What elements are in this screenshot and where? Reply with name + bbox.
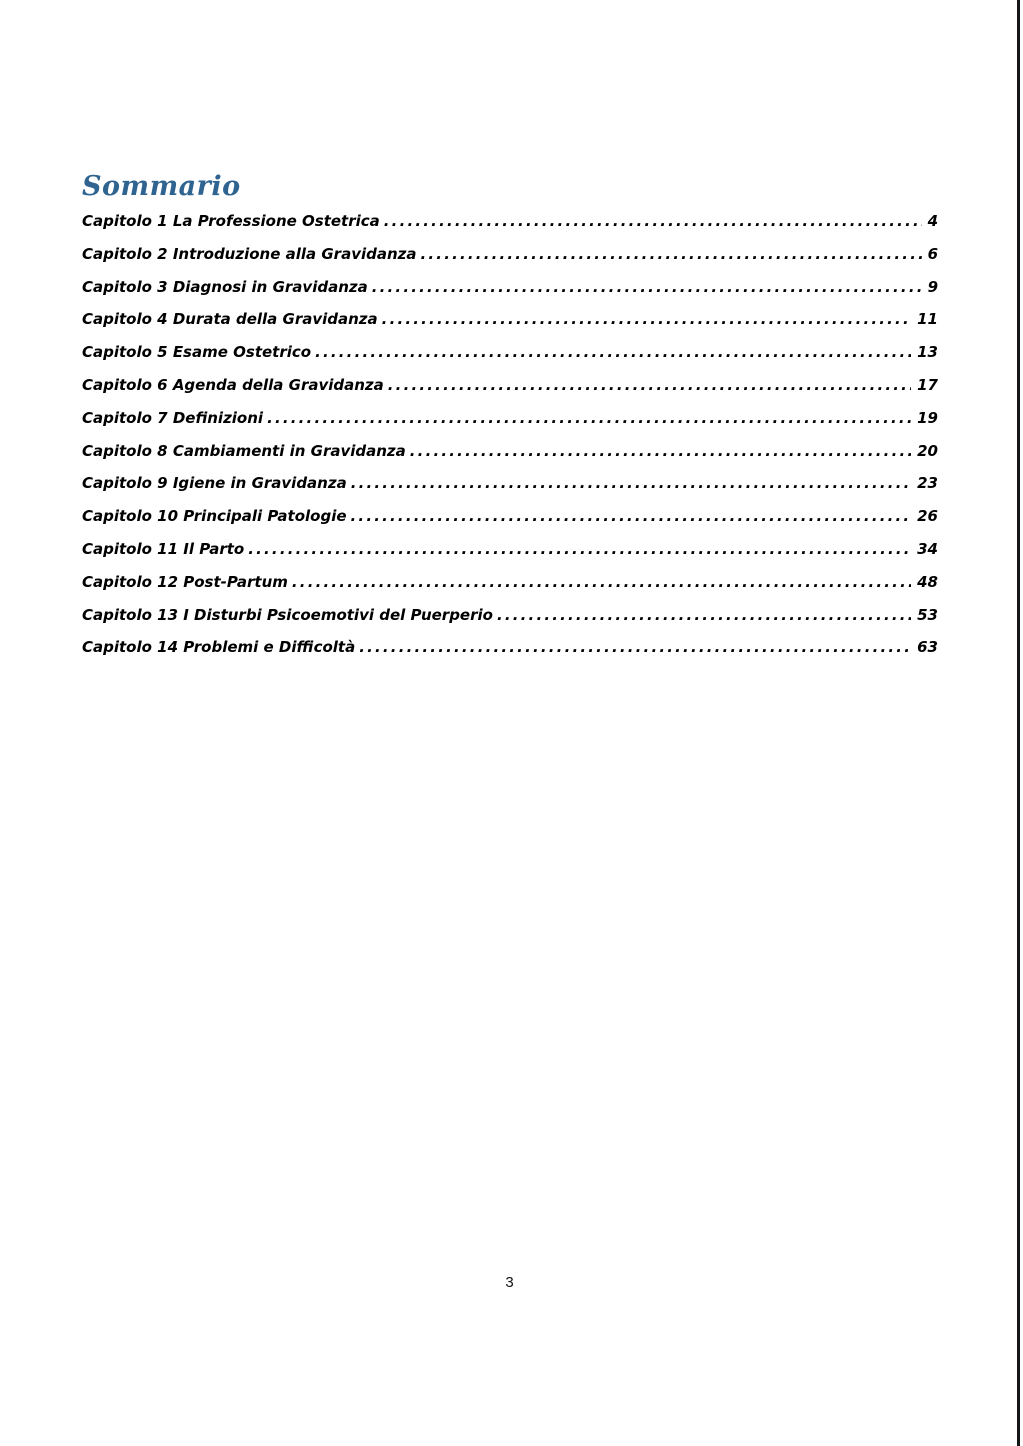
toc-leader-dots: [497, 606, 911, 624]
toc-entry-title: Capitolo 11 Il Parto: [82, 539, 245, 558]
toc-entry[interactable]: [82, 606, 938, 639]
page-right-border: [1017, 0, 1020, 1446]
toc-entry[interactable]: [82, 245, 938, 278]
toc-entry-page: 4: [927, 212, 938, 230]
toc-entry-title: Capitolo 5 Esame Ostetrico: [82, 343, 312, 362]
toc-entry-title: Capitolo 1 La Professione Ostetrica: [82, 212, 380, 230]
toc-entry-page: 34: [917, 539, 938, 558]
toc-leader-dots: [372, 278, 922, 296]
toc-leader-dots: [267, 409, 911, 427]
footer-page-number: 3: [505, 1274, 514, 1291]
toc-entry-page: 63: [917, 638, 938, 657]
toc-entry-page: 13: [917, 343, 938, 362]
toc-entry-page: 9: [927, 277, 938, 296]
toc-entry-page: 19: [917, 408, 938, 427]
toc-leader-dots: [359, 638, 911, 656]
page-title: Sommario: [82, 171, 241, 202]
toc-leader-dots: [410, 442, 911, 460]
toc-entry-page: 26: [917, 507, 938, 526]
toc-entry-title: Capitolo 12 Post-Partum: [82, 572, 288, 591]
toc-entry[interactable]: [82, 573, 938, 606]
toc-entry-page: 6: [927, 244, 938, 263]
toc-entry[interactable]: [82, 442, 938, 475]
toc-entry[interactable]: [82, 409, 938, 442]
toc-entry-title: Capitolo 7 Definizioni: [82, 408, 264, 427]
toc-leader-dots: [351, 474, 911, 492]
toc-entry[interactable]: [82, 376, 938, 409]
toc-leader-dots: [388, 376, 911, 394]
toc-leader-dots: [292, 573, 911, 591]
toc-entry-title: Capitolo 9 Igiene in Gravidanza: [82, 474, 347, 493]
toc-leader-dots: [384, 212, 922, 230]
toc-entry-page: 48: [917, 572, 938, 591]
toc-entry[interactable]: [82, 310, 938, 343]
toc-entry[interactable]: [82, 474, 938, 507]
toc-leader-dots: [248, 540, 911, 558]
toc-entry-page: 17: [917, 375, 938, 394]
toc-entry-title: Capitolo 3 Diagnosi in Gravidanza: [82, 277, 368, 296]
toc-entry[interactable]: [82, 278, 938, 311]
toc-leader-dots: [315, 343, 911, 361]
toc-entry-title: Capitolo 6 Agenda della Gravidanza: [82, 375, 384, 394]
toc-entry-page: 20: [917, 441, 938, 460]
toc-entry[interactable]: [82, 212, 938, 245]
toc-entry-title: Capitolo 13 I Disturbi Psicoemotivi del Puerperio: [82, 605, 493, 624]
toc-entry[interactable]: [82, 540, 938, 573]
toc-entry-title: Capitolo 14 Problemi e Difficoltà: [82, 638, 356, 657]
toc-entry-page: 53: [917, 605, 938, 624]
toc-leader-dots: [421, 245, 922, 263]
toc-leader-dots: [351, 507, 912, 525]
toc-entry[interactable]: [82, 343, 938, 376]
toc-entry-title: Capitolo 8 Cambiamenti in Gravidanza: [82, 441, 406, 460]
toc-entry-title: Capitolo 10 Principali Patologie: [82, 507, 347, 526]
toc-entry-page: 11: [917, 310, 938, 329]
toc-entry-title: Capitolo 2 Introduzione alla Gravidanza: [82, 244, 417, 263]
toc-entry[interactable]: [82, 507, 938, 540]
toc-entry-page: 23: [917, 474, 938, 493]
toc-list: [82, 212, 938, 671]
toc-leader-dots: [382, 310, 911, 328]
toc-entry-title: Capitolo 4 Durata della Gravidanza: [82, 310, 378, 329]
toc-entry[interactable]: [82, 638, 938, 671]
